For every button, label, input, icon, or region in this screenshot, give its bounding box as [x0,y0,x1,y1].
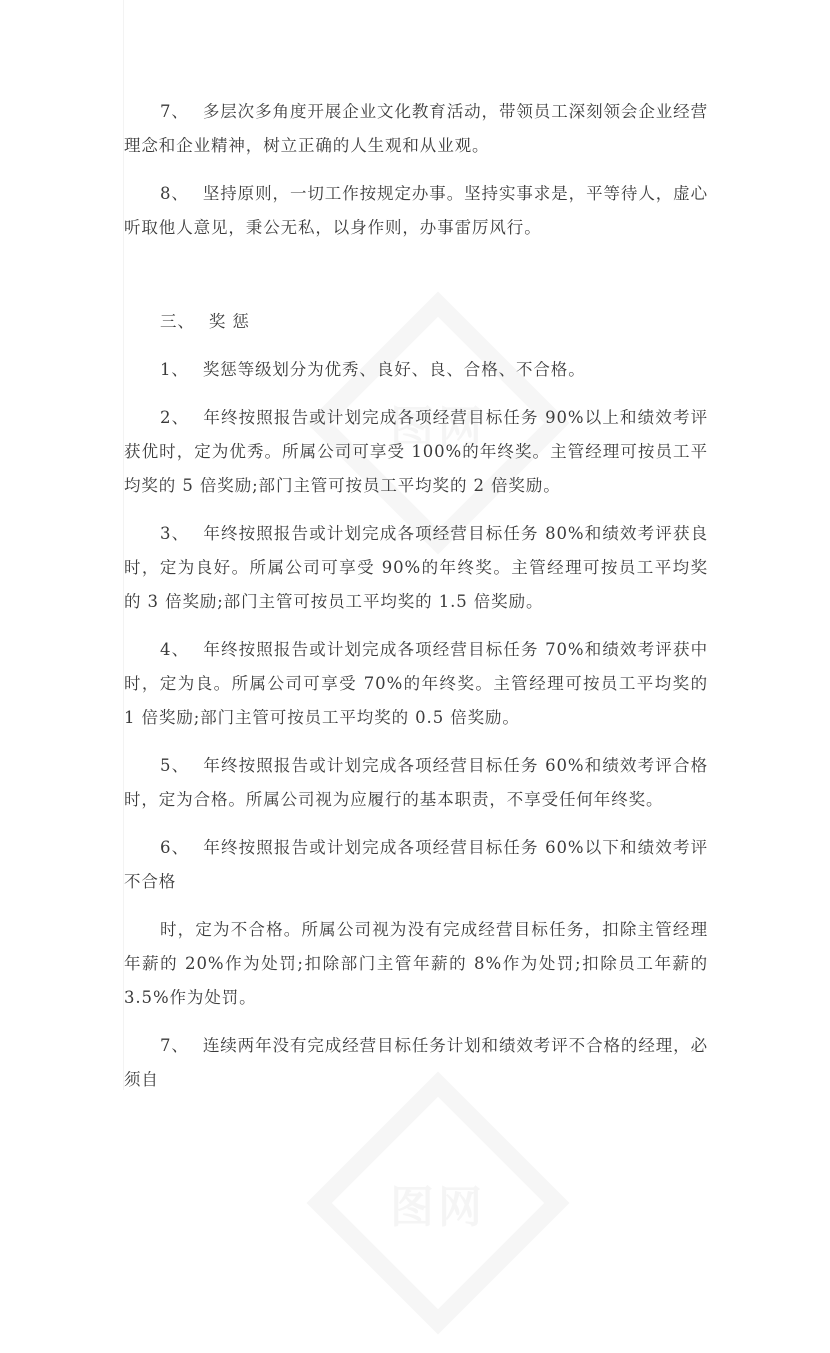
document-body [124,95,708,1097]
rule-number: 4、 [160,640,190,659]
rule-6 [124,831,708,899]
rule-text: 年终按照报告或计划完成各项经营目标任务 80%和绩效考评获良时，定为良好。所属公司可享受 90%的年终奖。主管经理可按员工平均奖的 3 倍奖励;部门主管可按员工平均奖的 1.5 倍奖励。 [124,524,708,611]
paragraph-text: 坚持原则，一切工作按规定办事。坚持实事求是，平等待人，虚心听取他人意见，秉公无私，以身作则，办事雷厉风行。 [124,184,708,237]
rule-number: 5、 [160,756,190,775]
watermark-text [363,1128,513,1278]
section-heading [124,305,708,339]
paragraph-number: 8、 [160,184,189,203]
rule-text: 年终按照报告或计划完成各项经营目标任务 70%和绩效考评获中时，定为良。所属公司可享受 70%的年终奖。主管经理可按员工平均奖的 1 倍奖励;部门主管可按员工平均奖的 0.5 倍奖励。 [124,640,708,727]
paragraph-8 [124,177,708,245]
paragraph-text: 多层次多角度开展企业文化教育活动，带领员工深刻领会企业经营理念和企业精神，树立正确的人生观和从业观。 [124,102,708,155]
rule-number: 2、 [160,408,190,427]
section-number: 三、 [160,312,195,331]
rule-6-continuation [124,913,708,1015]
rule-7 [124,1029,708,1097]
paragraph-7 [124,95,708,163]
rule-number: 3、 [160,524,190,543]
rule-text: 年终按照报告或计划完成各项经营目标任务 60%和绩效考评合格时，定为合格。所属公司视为应履行的基本职责，不享受任何年终奖。 [124,756,708,809]
rule-4 [124,633,708,735]
rule-5 [124,749,708,817]
rule-text: 时，定为不合格。所属公司视为没有完成经营目标任务，扣除主管经理年薪的 20%作为处罚;扣除部门主管年薪的 8%作为处罚;扣除员工年薪的 3.5%作为处罚。 [124,920,708,1007]
rule-number: 7、 [160,1036,189,1055]
rule-text: 年终按照报告或计划完成各项经营目标任务 60%以下和绩效考评不合格 [124,838,708,891]
rule-3 [124,517,708,619]
rule-text: 连续两年没有完成经营目标任务计划和绩效考评不合格的经理，必须自 [124,1036,708,1089]
rule-1 [124,353,708,387]
rule-number: 6、 [160,838,190,857]
rule-text: 奖惩等级划分为优秀、良好、良、合格、不合格。 [202,360,586,379]
section-title: 奖 惩 [208,312,250,331]
paragraph-number: 7、 [160,102,189,121]
watermark-logo-icon [306,1071,569,1334]
rule-text: 年终按照报告或计划完成各项经营目标任务 90%以上和绩效考评获优时，定为优秀。所属公司可享受 100%的年终奖。主管经理可按员工平均奖的 5 倍奖励;部门主管可按员工平均奖的 2 倍奖励。 [124,408,708,495]
rule-2 [124,401,708,503]
rule-number: 1、 [160,360,189,379]
